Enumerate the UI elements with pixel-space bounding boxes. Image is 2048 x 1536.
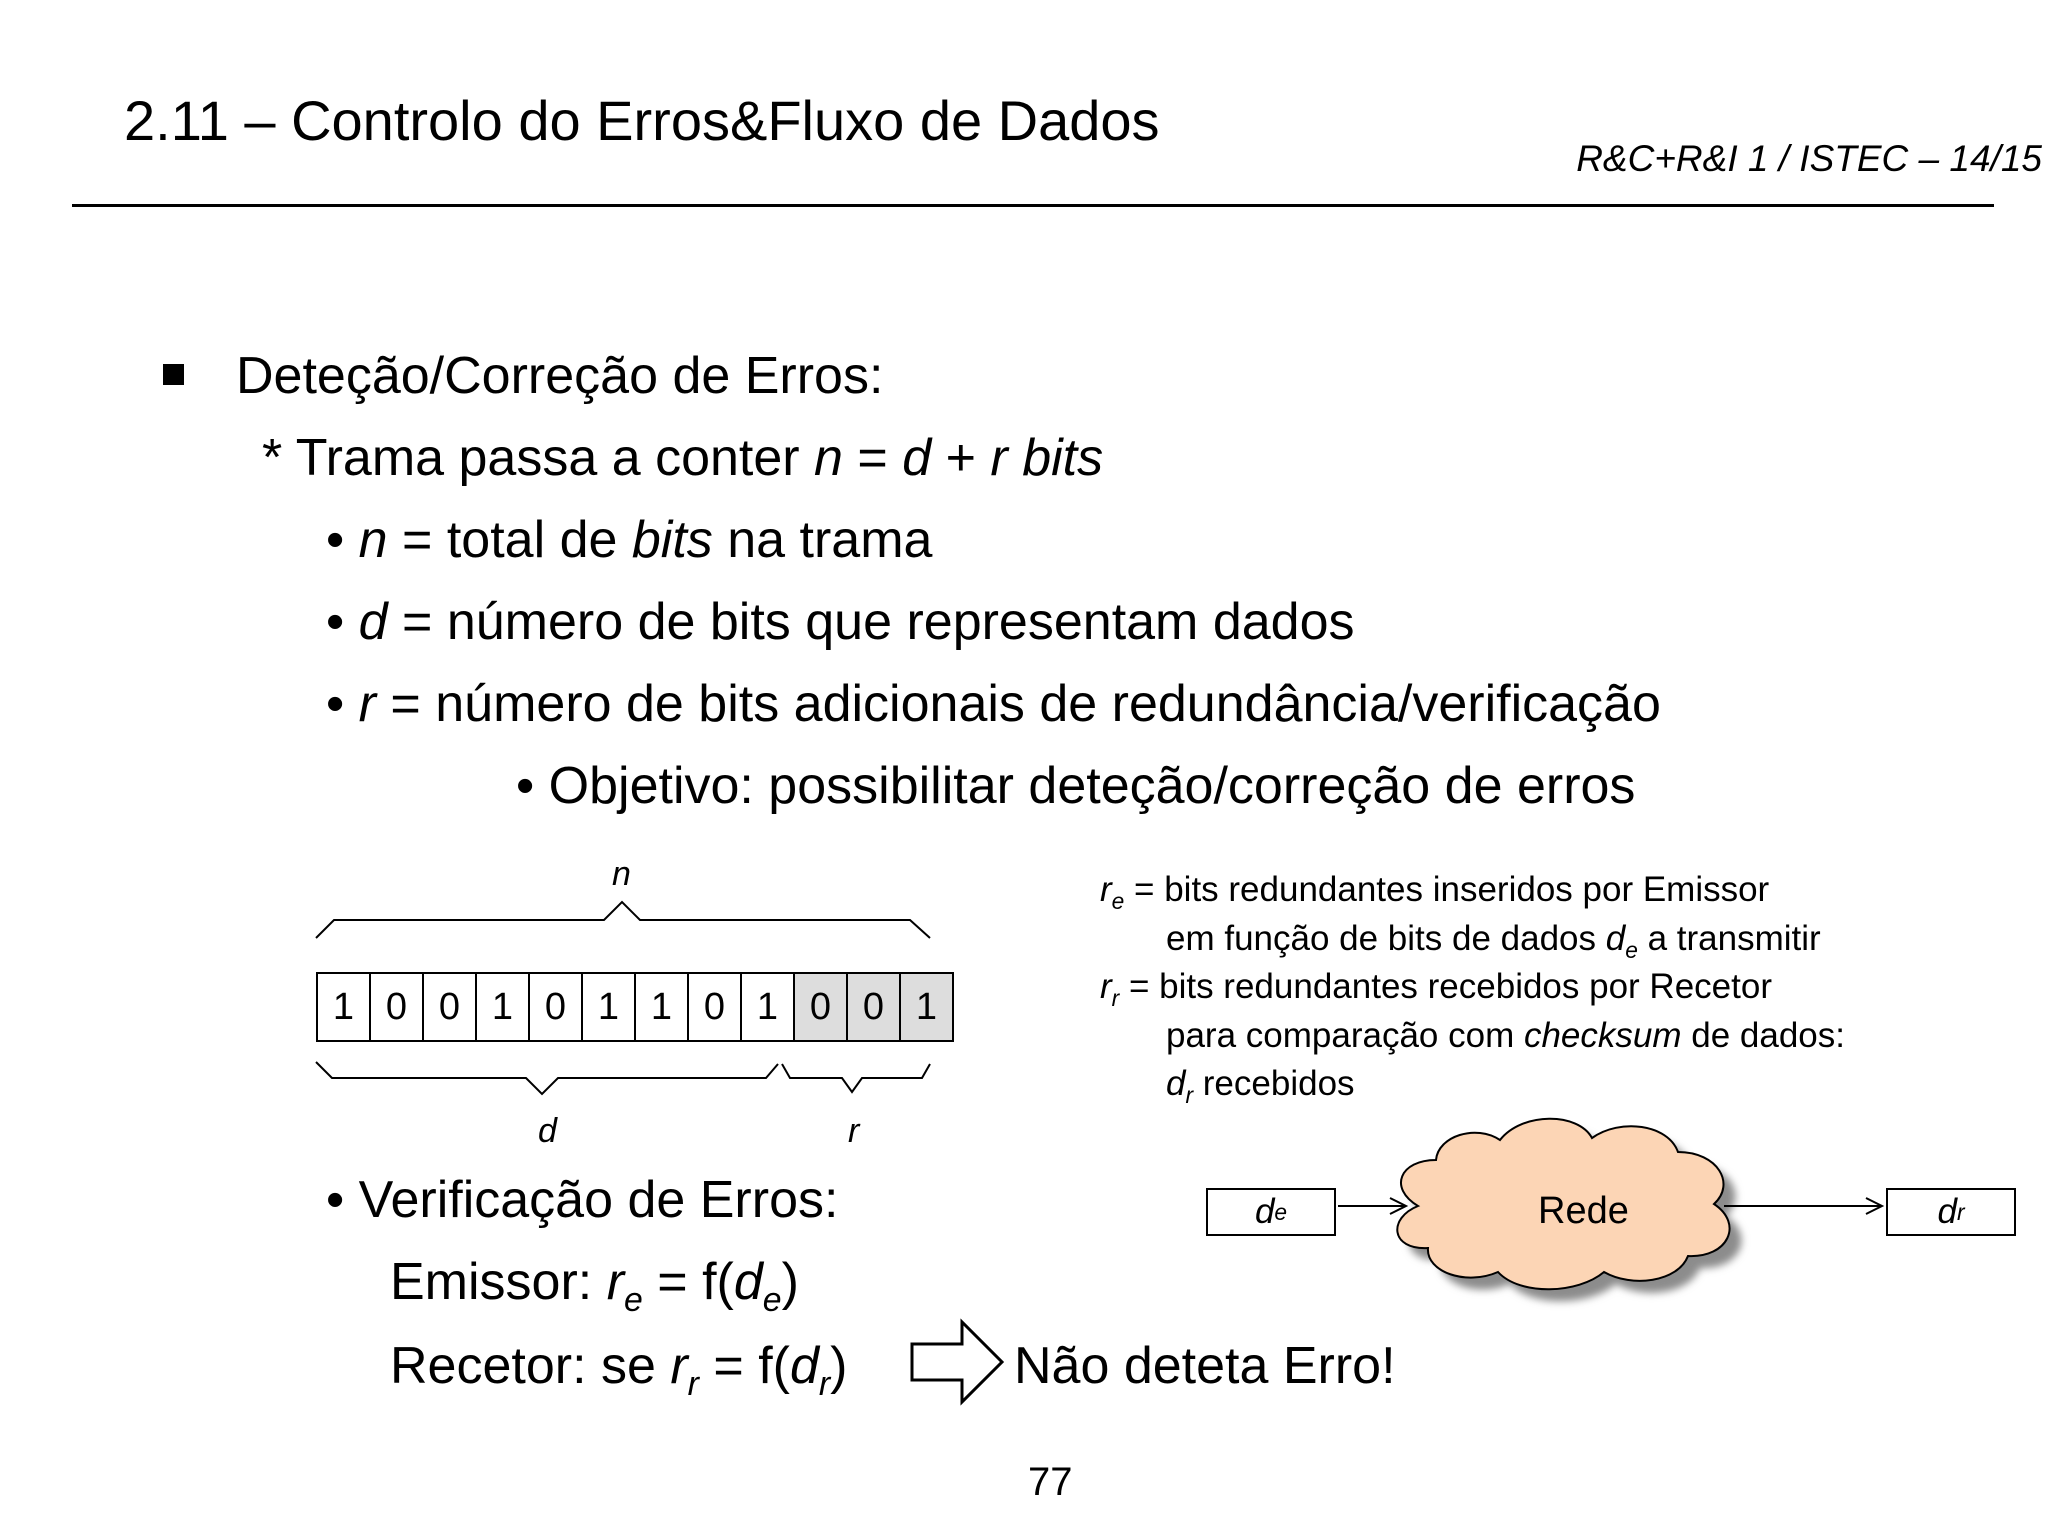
page-number: 77 bbox=[1028, 1460, 1073, 1504]
bit-cell: 1 bbox=[583, 974, 636, 1040]
brace-r bbox=[782, 1064, 930, 1092]
label-n: n bbox=[612, 855, 631, 893]
verification-heading: • Verificação de Erros: bbox=[326, 1171, 839, 1229]
list-item-n: • n = total de bits na trama bbox=[326, 511, 933, 569]
frame-definition: * Trama passa a conter n = d + r bits bbox=[262, 429, 1104, 487]
list-item-r: • r = número de bits adicionais de redundância/verificação bbox=[326, 675, 1661, 733]
redundant-bit-cell: 0 bbox=[848, 974, 901, 1040]
bit-cell: 0 bbox=[424, 974, 477, 1040]
note-re-detail: em função de bits de dados $d_e$ a transmitir bbox=[1166, 918, 1821, 963]
receiver-data-box: d r bbox=[1886, 1188, 2016, 1236]
implies-arrow-icon bbox=[912, 1322, 1002, 1402]
note-rr: $r_r$ = bits redundantes recebidos por Recetor bbox=[1100, 967, 1772, 1011]
emitter-formula: Emissor: $r_e = f(d_e)$ bbox=[390, 1253, 799, 1319]
section-heading: Deteção/Correção de Erros: bbox=[236, 347, 884, 405]
objective-item: • Objetivo: possibilitar deteção/correção de erros bbox=[516, 757, 1636, 815]
label-r: r bbox=[848, 1112, 860, 1150]
redundancy-notes bbox=[1100, 866, 1845, 1109]
bit-cell: 0 bbox=[530, 974, 583, 1040]
bit-cell: 1 bbox=[636, 974, 689, 1040]
slide-title: 2.11 – Controlo do Erros&Fluxo de Dados bbox=[124, 89, 1160, 152]
bit-cell: 1 bbox=[477, 974, 530, 1040]
note-rr-detail: para comparação com checksum de dados: bbox=[1166, 1015, 1845, 1055]
note-dr: $d_r$ recebidos bbox=[1166, 1064, 1355, 1108]
result-text: Não deteta Erro! bbox=[1014, 1337, 1396, 1395]
bit-cell: 1 bbox=[742, 974, 795, 1040]
list-item-d: • d = número de bits que representam dados bbox=[326, 593, 1355, 651]
redundant-bit-cell: 1 bbox=[901, 974, 952, 1040]
brace-n bbox=[316, 902, 930, 938]
sender-data-box: d e bbox=[1206, 1188, 1336, 1236]
note-re: $r_e$ = bits redundantes inseridos por Emissor bbox=[1100, 870, 1770, 914]
bit-cell: 1 bbox=[318, 974, 371, 1040]
brace-d bbox=[316, 1062, 778, 1094]
redundant-bit-cell: 0 bbox=[795, 974, 848, 1040]
course-label: R&C+R&I 1 / ISTEC – 14/15 bbox=[1576, 138, 2042, 179]
receiver-formula: Recetor: se $r_r = f(d_r)$ bbox=[390, 1337, 848, 1403]
label-d: d bbox=[538, 1112, 557, 1150]
network-label: Rede bbox=[1538, 1190, 1629, 1232]
bit-cell: 0 bbox=[371, 974, 424, 1040]
bit-cell: 0 bbox=[689, 974, 742, 1040]
